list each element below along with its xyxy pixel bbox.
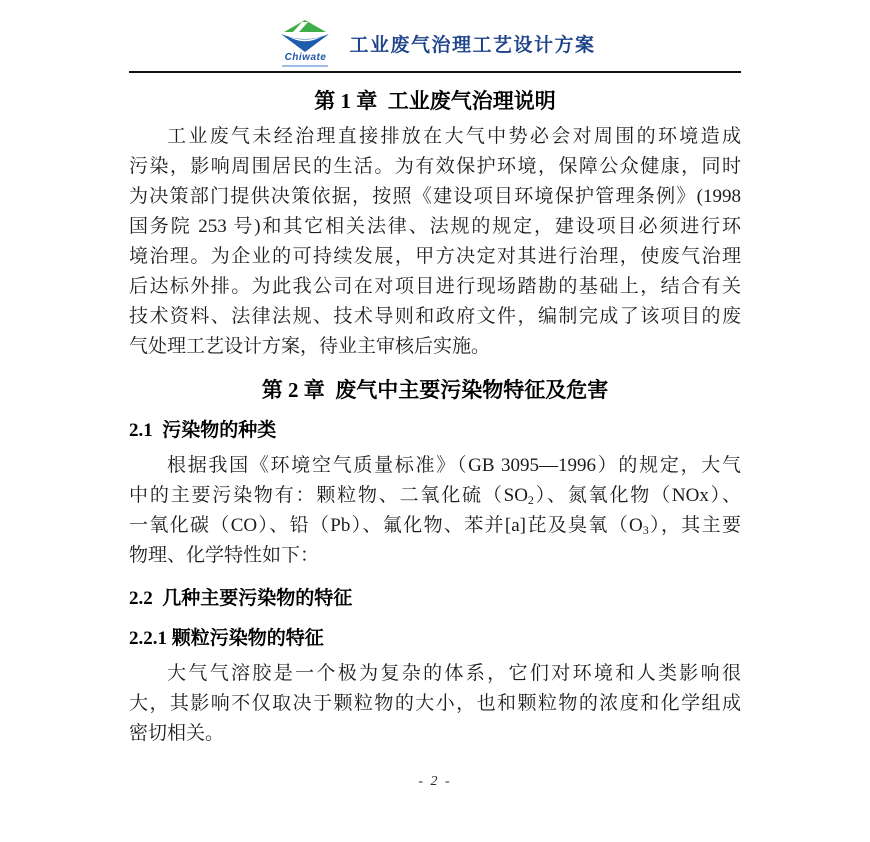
chapter-heading: 第 1 章 工业废气治理说明 <box>314 89 556 113</box>
chapter-heading: 第 2 章 废气中主要污染物特征及危害 <box>261 378 609 402</box>
paragraph-line: 中的主要污染物有：颗粒物、二氧化硫$(SO_2)$、氮氧化物（NOx）、 <box>129 485 741 507</box>
paragraph <box>129 122 741 362</box>
paragraph-line: 大，其影响不仅取决于颗粒物的大小，也和颗粒物的浓度和化学组成 <box>129 693 741 714</box>
paragraph-line: 污染，影响周围居民的生活。为有效保护环境，保障公众健康，同时 <box>129 156 741 177</box>
page-header <box>0 0 870 67</box>
paragraph-line: 后达标外排。为此我公司在对项目进行现场踏勘的基础上，结合有关 <box>129 276 741 297</box>
paragraph-line: 气处理工艺设计方案，待业主审核后实施。 <box>129 336 491 357</box>
header-rule <box>129 71 741 73</box>
document-body <box>129 88 741 749</box>
logo-wordmark: Chiwate <box>284 52 327 63</box>
company-logo <box>274 19 336 67</box>
paragraph-line: 物理、化学特性如下： <box>129 545 320 566</box>
paragraph <box>129 659 741 749</box>
paragraph-line: 国务院 253 号)和其它相关法律、法规的规定，建设项目必须进行环 <box>129 216 741 237</box>
document-header-title: 工业废气治理工艺设计方案 <box>349 34 596 56</box>
paragraph-line: 大气气溶胶是一个极为复杂的体系，它们对环境和人类影响很 <box>167 663 741 684</box>
section-heading: 2.2.1 颗粒污染物的特征 <box>129 628 324 649</box>
paragraph <box>129 451 741 571</box>
paragraph-line: 境治理。为企业的可持续发展，甲方决定对其进行治理，使废气治理 <box>129 246 741 267</box>
paragraph-line: 一氧化碳（CO）、铅（Pb）、氟化物、苯并[a]芘及臭氧$(O_3)$，其主要 <box>129 515 741 537</box>
paragraph-line: 为决策部门提供决策依据，按照《建设项目环境保护管理条例》(1998 <box>129 186 741 207</box>
paragraph-line: 技术资料、法律法规、技术导则和政府文件，编制完成了该项目的废 <box>129 306 741 327</box>
section-heading: 2.1 污染物的种类 <box>129 420 277 441</box>
paragraph-line: 根据我国《环境空气质量标准》（GB 3095—1996）的规定，大气 <box>167 455 741 476</box>
logo-diamond-icon <box>276 19 334 53</box>
paragraph-line: 密切相关。 <box>129 723 225 744</box>
section-heading: 2.2 几种主要污染物的特征 <box>129 588 353 609</box>
paragraph-line: 工业废气未经治理直接排放在大气中势必会对周围的环境造成 <box>167 126 741 147</box>
logo-tagline-bar <box>282 65 328 67</box>
page-number: - 2 - <box>418 774 452 789</box>
